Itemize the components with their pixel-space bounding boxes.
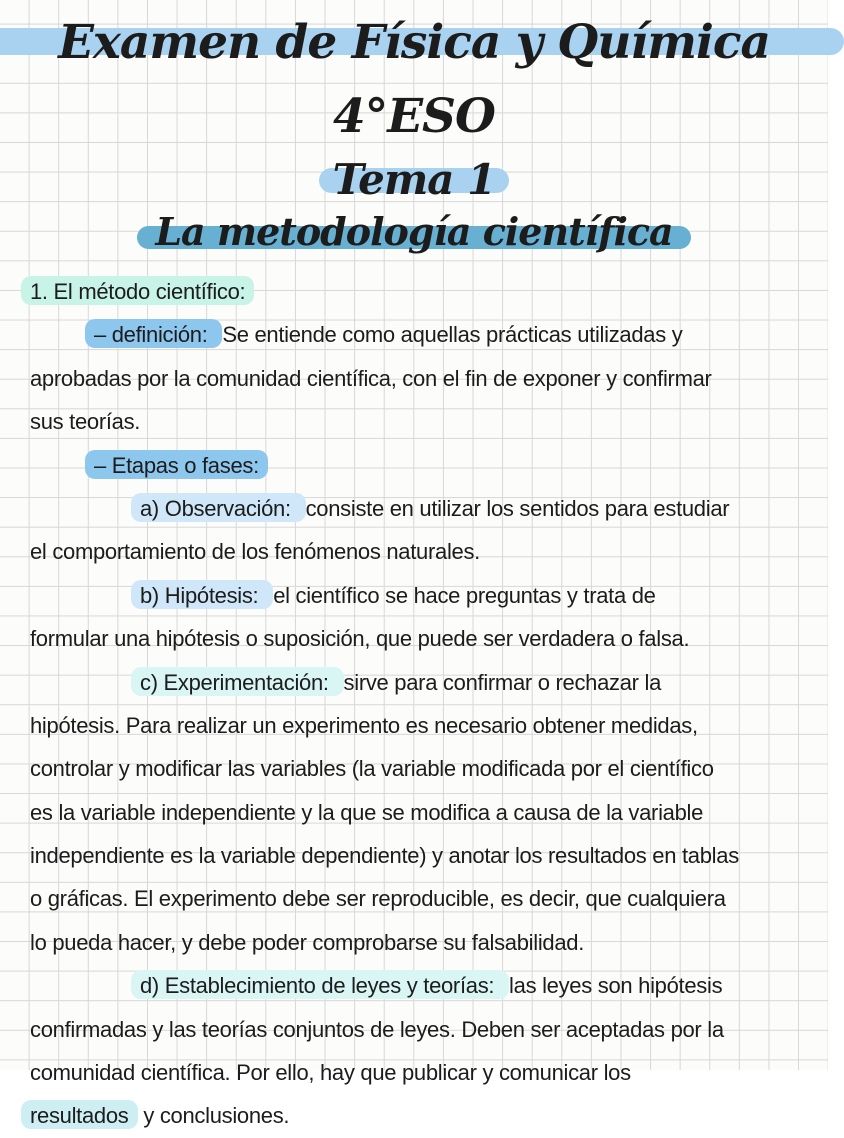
highlighted-text: 1. El método científico:	[21, 276, 254, 305]
highlighted-text: – Etapas o fases:	[85, 450, 268, 479]
subtitle-text: Tema 1	[332, 155, 496, 204]
highlighted-text: b) Hipótesis:	[131, 580, 273, 609]
text-line	[30, 791, 800, 834]
text-line	[94, 444, 800, 487]
text-segment: o gráficas. El experimento debe ser reproducible, es decir, que cualquiera	[30, 886, 726, 912]
text-line	[30, 1051, 800, 1094]
text-segment: el científico se hace preguntas y trata de	[273, 582, 656, 608]
text-line	[30, 400, 800, 443]
subtitle	[333, 154, 496, 206]
text-segment: aprobadas por la comunidad científica, con el fin de exponer y confirmar	[30, 365, 712, 391]
text-segment: formular una hipótesis o suposición, que puede ser verdadera o falsa.	[30, 626, 690, 652]
highlighted-text: – definición:	[85, 319, 222, 348]
text-line	[30, 1094, 800, 1137]
text-segment: controlar y modificar las variables (la variable modificada por el científico	[30, 756, 714, 782]
text-segment: comunidad científica. Por ello, hay que publicar y comunicar los	[30, 1060, 631, 1086]
text-line	[30, 270, 800, 313]
text-segment: es la variable independiente y la que se modifica a causa de la variable	[30, 799, 704, 825]
title-block	[0, 0, 828, 258]
text-line	[30, 617, 800, 660]
text-line	[30, 877, 800, 920]
text-segment: confirmadas y las teorías conjuntos de leyes. Deben ser aceptadas por la	[30, 1016, 724, 1042]
text-line	[140, 661, 800, 704]
main-title-line	[0, 6, 828, 154]
section-title-text: La metodología científica	[155, 209, 673, 254]
section-title-line	[0, 206, 828, 258]
text-line	[30, 921, 800, 964]
main-title	[0, 6, 828, 154]
text-line	[30, 747, 800, 790]
text-segment: las leyes son hipótesis	[509, 973, 723, 999]
text-line	[30, 834, 800, 877]
text-segment: y conclusiones.	[137, 1103, 290, 1129]
text-segment: lo pueda hacer, y debe poder comprobarse su falsabilidad.	[30, 929, 585, 955]
text-line	[140, 574, 800, 617]
text-line	[94, 313, 800, 356]
notes-body	[0, 258, 828, 1138]
text-segment: hipótesis. Para realizar un experimento es necesario obtener medidas,	[30, 712, 698, 738]
text-segment: consiste en utilizar los sentidos para estudiar	[305, 495, 730, 521]
subtitle-line	[0, 154, 828, 206]
text-line	[30, 1008, 800, 1051]
text-segment: Se entiende como aquellas prácticas utilizadas y	[222, 322, 683, 348]
text-segment: independiente es la variable dependiente) y anotar los resultados en tablas	[30, 843, 739, 869]
text-segment: el comportamiento de los fenómenos naturales.	[30, 539, 480, 565]
highlighted-text: resultados	[21, 1100, 138, 1129]
highlighted-text: a) Observación:	[131, 493, 306, 522]
text-line	[140, 964, 800, 1007]
text-line	[30, 704, 800, 747]
text-segment: sus teorías.	[30, 409, 141, 435]
text-line	[30, 357, 800, 400]
highlighted-text: d) Establecimiento de leyes y teorías:	[131, 970, 509, 999]
text-line	[30, 530, 800, 573]
main-title-text: Examen de Física y Química 4°ESO	[58, 15, 770, 144]
text-segment: sirve para confirmar o rechazar la	[343, 669, 662, 695]
text-line	[140, 487, 800, 530]
section-title	[155, 206, 672, 258]
highlighted-text: c) Experimentación:	[131, 667, 344, 696]
